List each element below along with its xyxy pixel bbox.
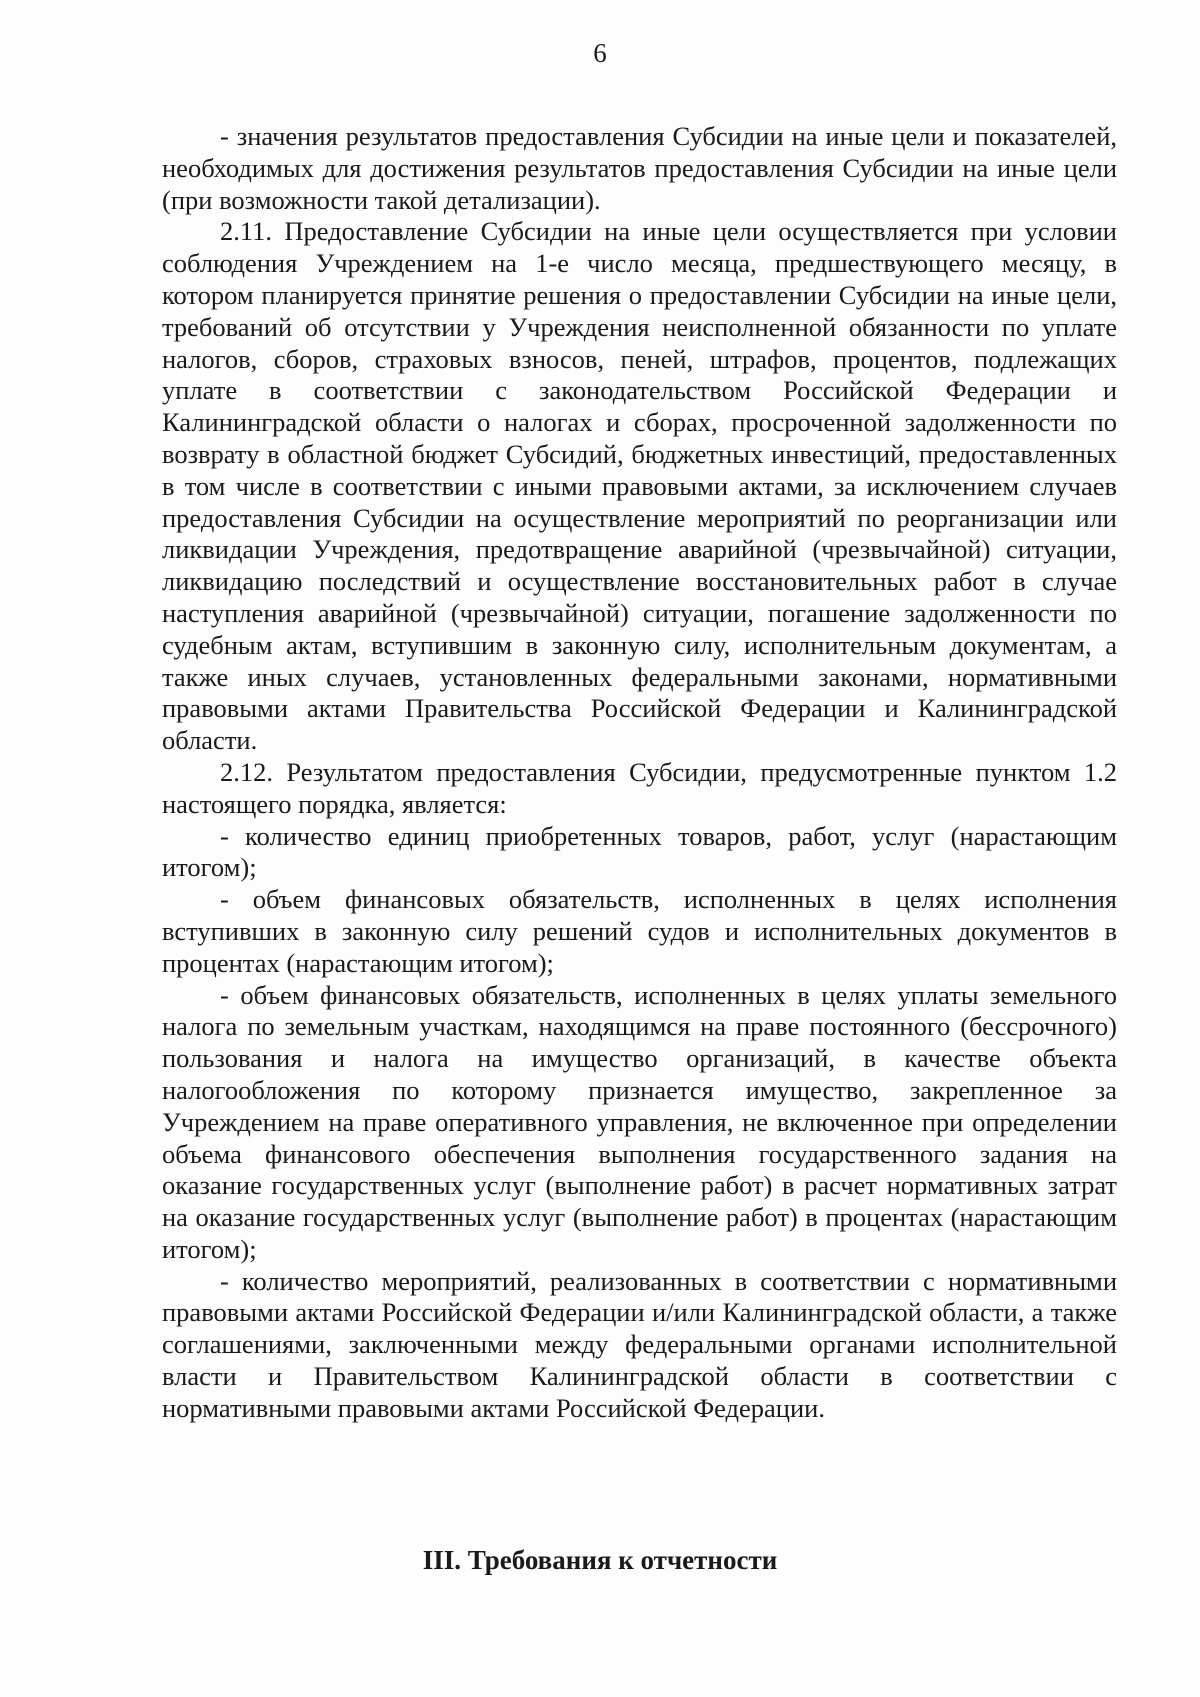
list-item-court-obligations: - объем финансовых обязательств, исполненных в целях исполнения вступивших в законную силу решений судов и исполнительных документов в процентах (нарастающим итогом); <box>162 884 1117 978</box>
paragraph-results-values: - значения результатов предоставления Субсидии на иные цели и показателей, необходимых для достижения результатов предоставления Субсидии на иные цели (при возможности такой детализации). <box>162 121 1117 215</box>
section-heading: III. Требования к отчетности <box>422 1545 778 1575</box>
list-item-goods-count: - количество единиц приобретенных товаров, работ, услуг (нарастающим итогом); <box>162 820 1117 883</box>
page-number: 6 <box>593 38 607 68</box>
paragraph-2-12: 2.12. Результатом предоставления Субсидии, предусмотренные пунктом 1.2 настоящего порядка, является: <box>162 756 1117 819</box>
list-item-tax-obligations: - объем финансовых обязательств, исполненных в целях уплаты земельного налога по земельным участкам, находящимся на праве постоянного (бессрочного) пользования и налога на имущество организаций, в качестве объекта налогообложения по которому признается имущество, закрепленное за Учреждением на праве оперативного управления, не включенное при определении объема финансового обеспечения выполнения государственного задания на оказание государственных услуг (выполнение работ) в расчет нормативных затрат на оказание государственных услуг (выполнение работ) в процентах (нарастающим итогом); <box>162 979 1117 1264</box>
document-body <box>162 121 1117 1425</box>
list-item-events-count: - количество мероприятий, реализованных в соответствии с нормативными правовыми актами Российской Федерации и/или Калининградской области, а также соглашениями, заключенными между федеральными органами исполнительной власти и Правительством Калининградской области в соответствии с нормативными правовыми актами Российской Федерации. <box>162 1265 1117 1423</box>
paragraph-2-11: 2.11. Предоставление Субсидии на иные цели осуществляется при условии соблюдения Учреждением на 1-е число месяца, предшествующего месяцу, в котором планируется принятие решения о предоставлении Субсидии на иные цели, требований об отсутствии у Учреждения неисполненной обязанности по уплате налогов, сборов, страховых взносов, пеней, штрафов, процентов, подлежащих уплате в соответствии с законодательством Российской Федерации и Калининградской области о налогах и сборах, просроченной задолженности по возврату в областной бюджет Субсидий, бюджетных инвестиций, предоставленных в том числе в соответствии с иными правовыми актами, за исключением случаев предоставления Субсидии на осуществление мероприятий по реорганизации или ликвидации Учреждения, предотвращение аварийной (чрезвычайной) ситуации, ликвидацию последствий и осуществление восстановительных работ в случае наступления аварийной (чрезвычайной) ситуации, погашение задолженности по судебным актам, вступившим в законную силу, исполнительным документам, а также иных случаев, установленных федеральными законами, нормативными правовыми актами Правительства Российской Федерации и Калининградской области. <box>162 216 1117 756</box>
